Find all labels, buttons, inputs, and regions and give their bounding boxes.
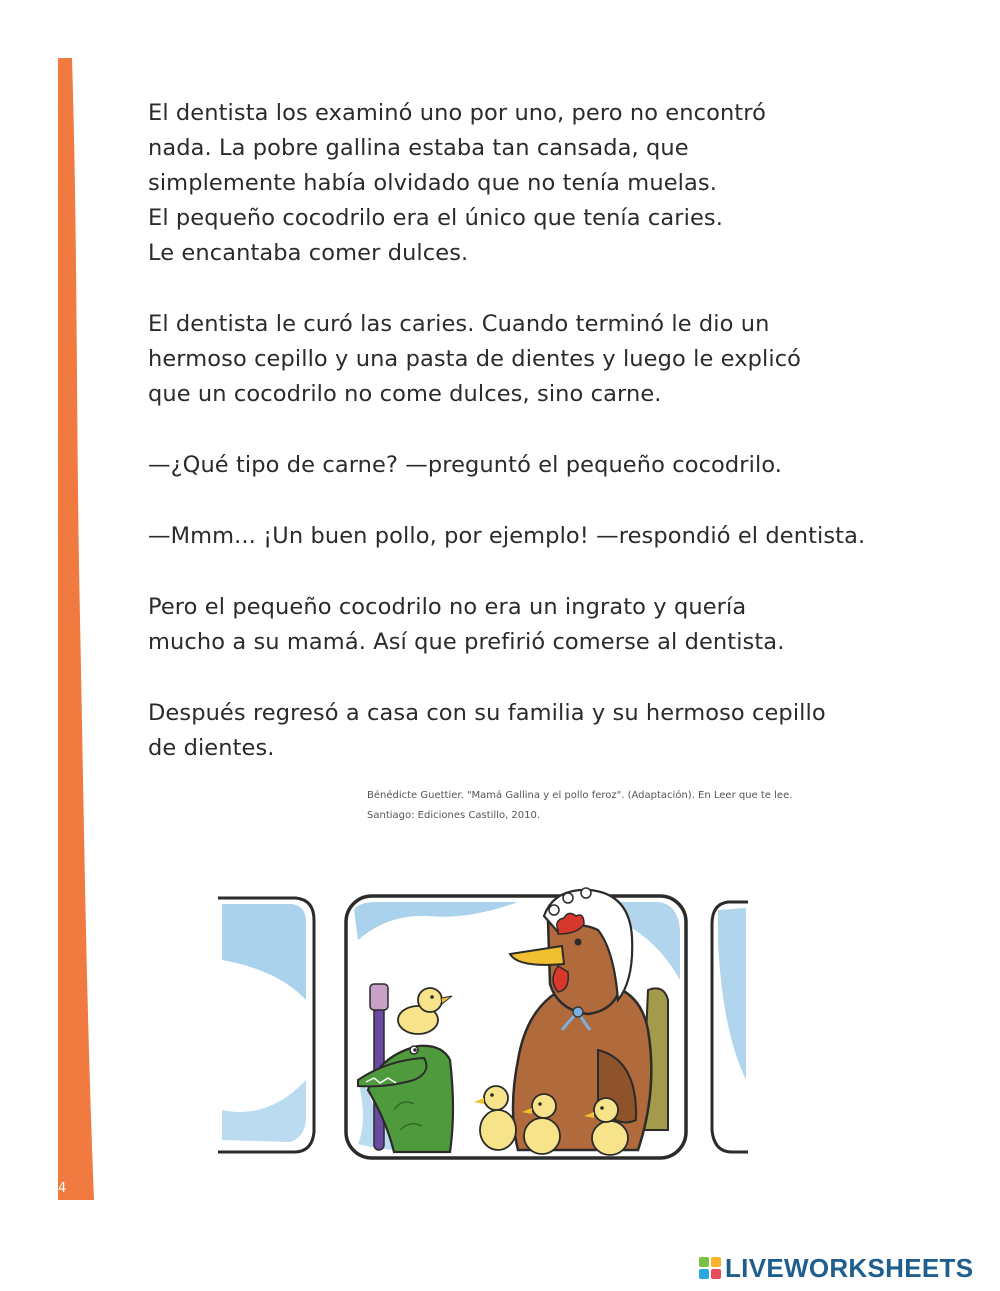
- story-paragraph: [148, 448, 888, 483]
- story-line: El pequeño cocodrilo era el único que tenía caries.: [148, 205, 724, 231]
- hen-family-illustration: [218, 880, 748, 1180]
- story-line: mucho a su mamá. Así que prefirió comerse al dentista.: [148, 629, 785, 655]
- brand-blocks-icon: [698, 1256, 722, 1280]
- story-line: simplemente había olvidado que no tenía muelas.: [148, 170, 717, 196]
- citation-line: Santiago: Ediciones Castillo, 2010.: [367, 810, 541, 821]
- story-paragraph: [148, 696, 888, 766]
- story-line: hermoso cepillo y una pasta de dientes y luego le explicó: [148, 346, 802, 372]
- story-line: —¿Qué tipo de carne? —preguntó el pequeño cocodrilo.: [148, 452, 783, 478]
- brand-name: LIVEWORKSHEETS: [725, 1253, 974, 1283]
- story-paragraph: [148, 96, 888, 271]
- story-line: que un cocodrilo no come dulces, sino carne.: [148, 381, 662, 407]
- story-line: El dentista le curó las caries. Cuando terminó le dio un: [148, 311, 770, 337]
- story-line: Le encantaba comer dulces.: [148, 240, 469, 266]
- story-line: Después regresó a casa con su familia y su hermoso cepillo: [148, 700, 826, 726]
- story-paragraph: [148, 307, 888, 412]
- right-window: [712, 902, 748, 1152]
- left-window: [218, 898, 314, 1152]
- story-line: —Mmm... ¡Un buen pollo, por ejemplo! —respondió el dentista.: [148, 523, 866, 549]
- page-number: 4: [58, 1181, 67, 1196]
- story-paragraph: [148, 590, 888, 660]
- story-line: de dientes.: [148, 735, 275, 761]
- orange-side-stripe: [58, 58, 94, 1200]
- story-line: nada. La pobre gallina estaba tan cansada, que: [148, 135, 689, 161]
- story-line: El dentista los examinó uno por uno, pero no encontró: [148, 100, 766, 126]
- source-citation: [367, 786, 867, 826]
- story-text: [148, 96, 888, 766]
- story-line: Pero el pequeño cocodrilo no era un ingrato y quería: [148, 594, 747, 620]
- citation-line: Bénédicte Guettier. "Mamá Gallina y el pollo feroz". (Adaptación). En Leer que te lee.: [367, 790, 793, 801]
- story-paragraph: [148, 519, 888, 554]
- liveworksheets-logo[interactable]: [698, 1253, 973, 1283]
